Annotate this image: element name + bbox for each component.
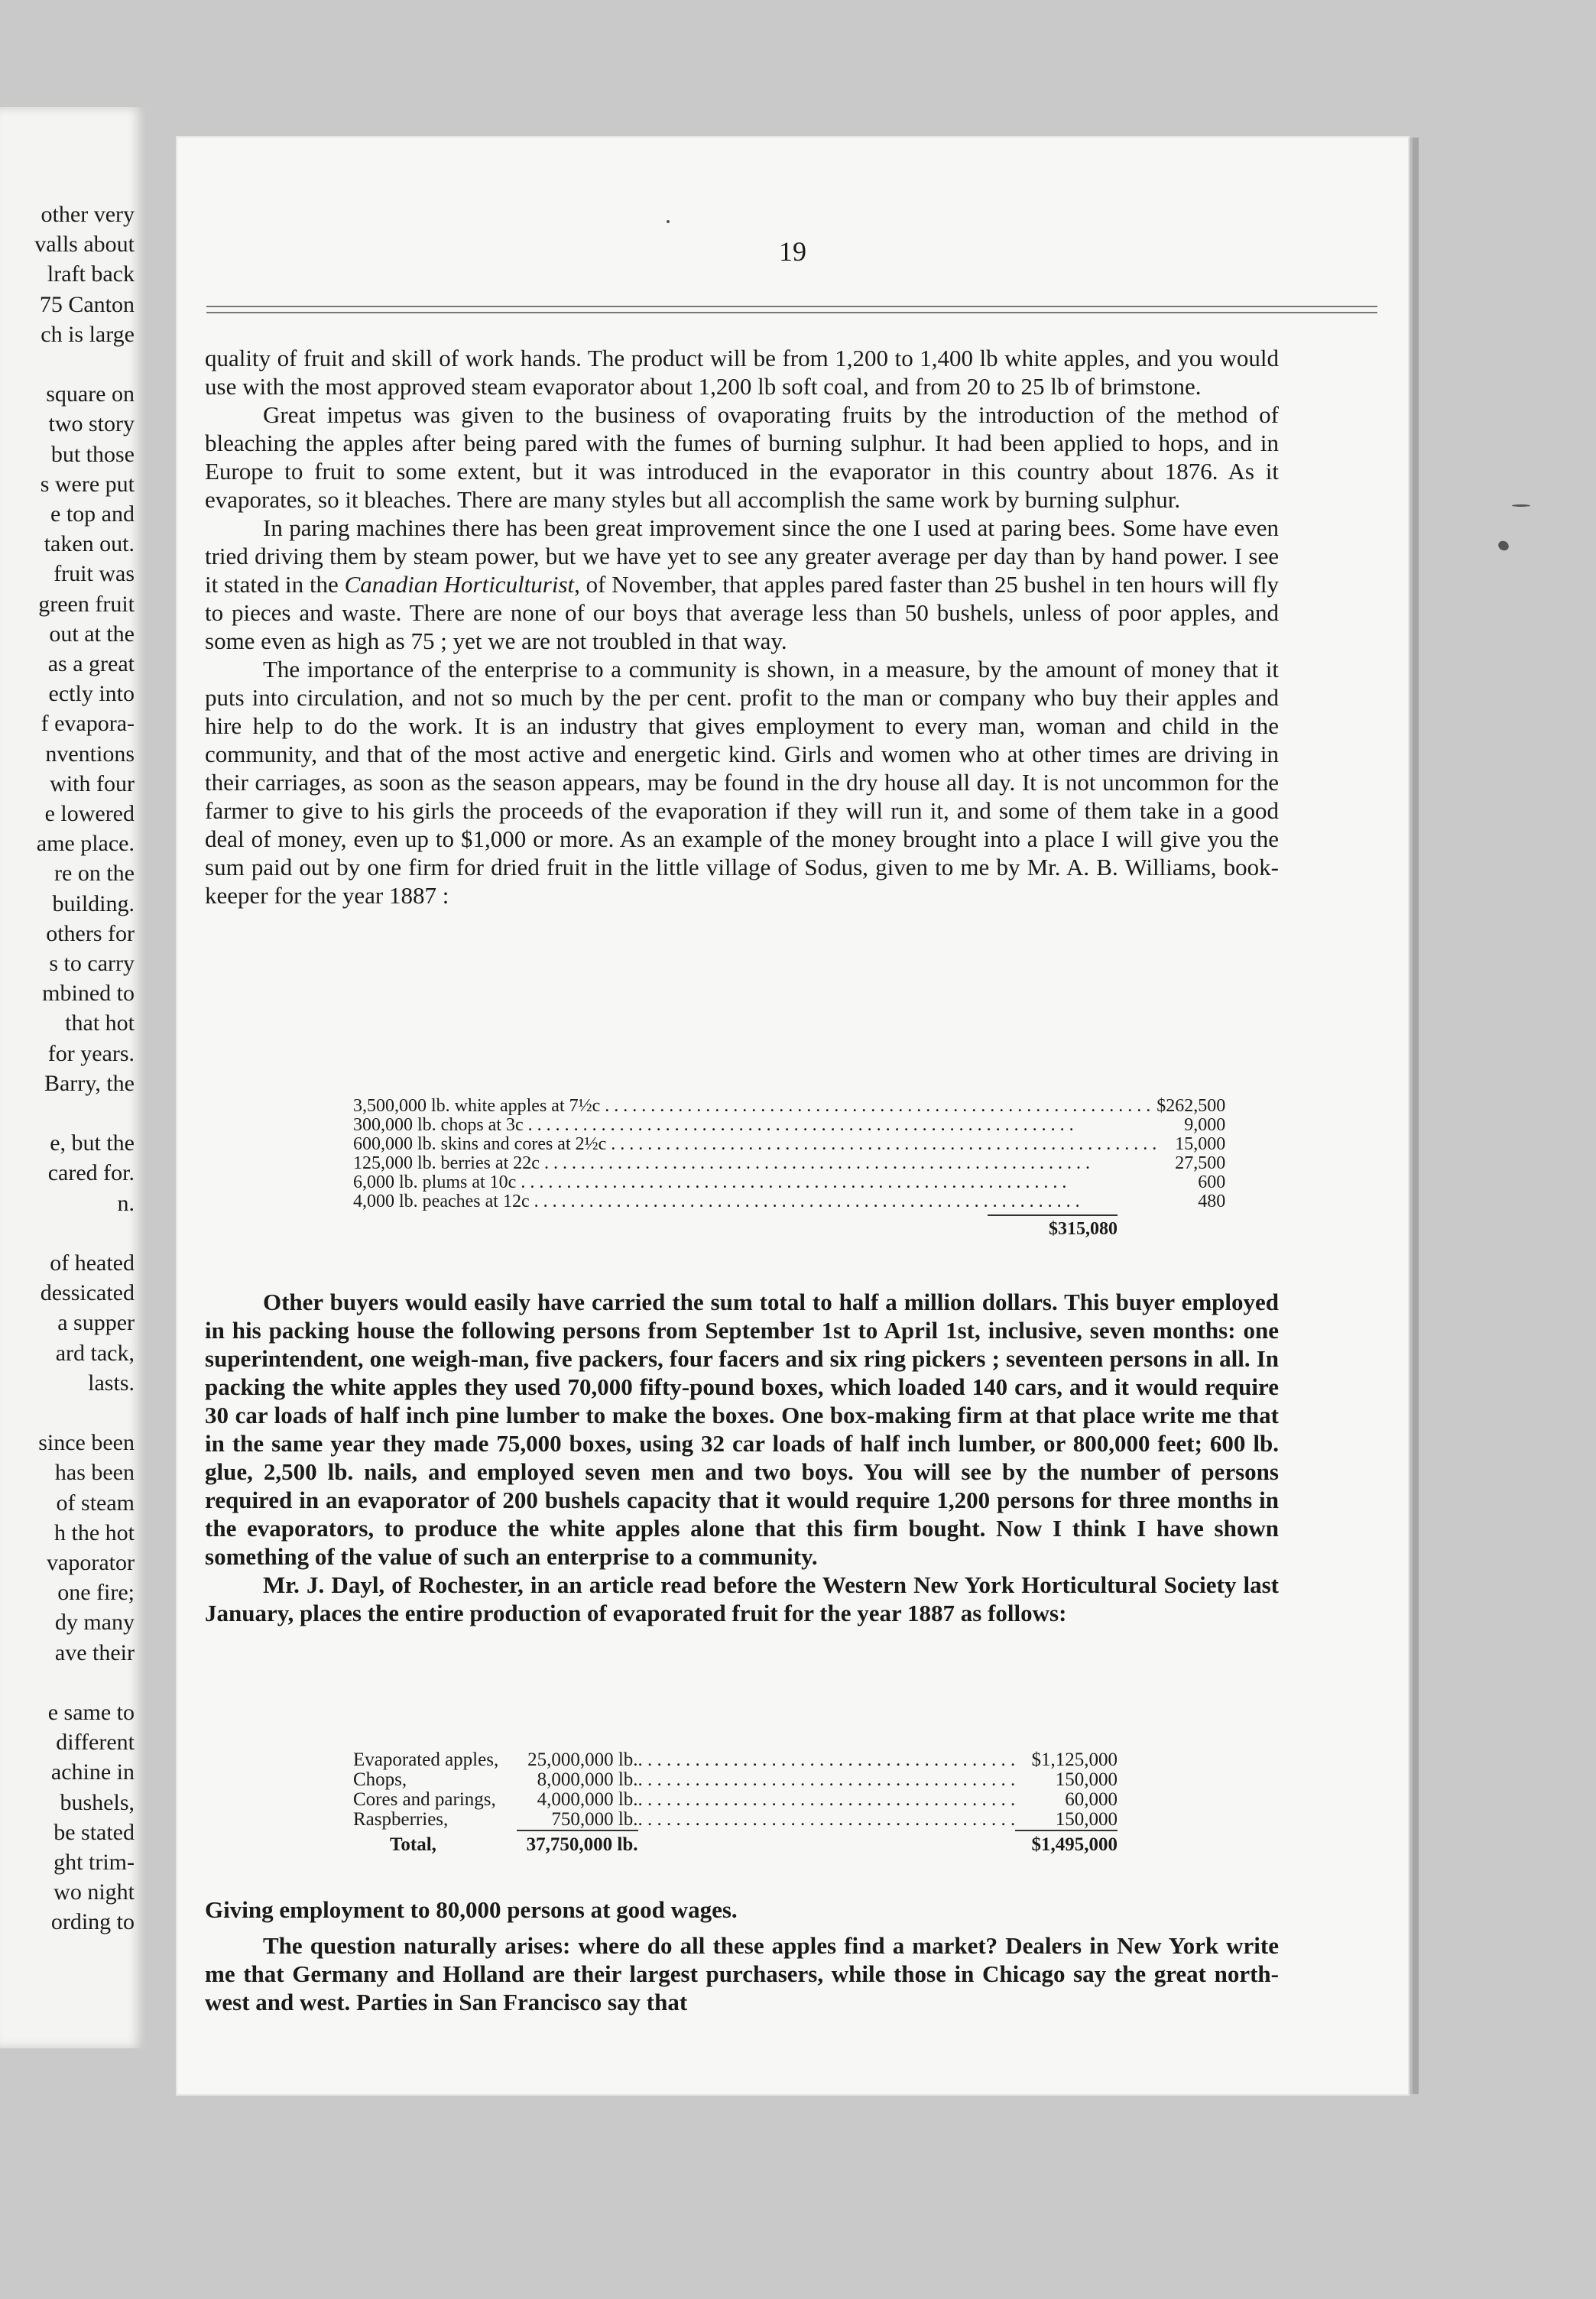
sodus-row-item xyxy=(353,1135,1156,1154)
leader-dots: . . . . . . . . . . . . . . . . . . . . . . . . . . . . . . . . . . . . . . . . . . . . . . . . . . . . . . . . . . . . xyxy=(600,1097,1151,1116)
paragraph-3 xyxy=(205,514,1279,655)
left-page-line: mbined to xyxy=(42,981,135,1007)
sodus-row-item-text: 6,000 lb. plums at 10c xyxy=(353,1173,517,1192)
body-text-middle xyxy=(205,1288,1279,1627)
production-row-item: Evaporated apples, xyxy=(353,1749,499,1770)
leader-dots: . . . . . . . . . . . . . . . . . . . . . . . . . . . . . . . . . . . . . . . . xyxy=(637,1770,1016,1790)
left-page-line: wo night xyxy=(54,1879,135,1905)
sodus-row-item-text: 4,000 lb. peaches at 12c xyxy=(353,1192,530,1211)
sodus-row-item-text: 3,500,000 lb. white apples at 7½c xyxy=(353,1097,601,1116)
left-page-line: of heated xyxy=(50,1250,135,1276)
production-total-label: Total, xyxy=(390,1834,436,1855)
sodus-row xyxy=(353,1116,1225,1135)
sodus-row xyxy=(353,1154,1225,1173)
leader-dots: . . . . . . . . . . . . . . . . . . . . . . . . . . . . . . . . . . . . . . . . . . . . . . . . . . . . . . . . . . . . xyxy=(523,1116,1074,1135)
sodus-row-item-text: 600,000 lb. skins and cores at 2½c xyxy=(353,1135,607,1154)
left-page-line: e same to xyxy=(47,1700,135,1725)
left-page-line: has been xyxy=(54,1460,135,1486)
sodus-row-amount: $262,500 xyxy=(1156,1096,1226,1116)
left-page-line: nventions xyxy=(45,741,135,767)
sodus-row xyxy=(353,1135,1225,1154)
leader-dots: . . . . . . . . . . . . . . . . . . . . . . . . . . . . . . . . . . . . . . . . xyxy=(637,1810,1016,1830)
leader-dots: . . . . . . . . . . . . . . . . . . . . . . . . . . . . . . . . . . . . . . . . . . . . . . . . . . . . . . . . . . . . xyxy=(606,1135,1157,1154)
production-row xyxy=(353,1810,1118,1830)
left-page-line: valls about xyxy=(34,232,135,258)
left-page-line: lasts. xyxy=(88,1370,135,1396)
left-page-line: a supper xyxy=(57,1310,135,1336)
left-page-line: ard tack, xyxy=(55,1340,135,1366)
left-page-line: others for xyxy=(46,920,135,946)
production-total-qty: 37,750,000 lb. xyxy=(526,1834,638,1855)
left-page-line: h the hot xyxy=(54,1519,135,1545)
paragraph-3-text-a: In paring machines there has been great improvement since the one I used at paring bees. Some have even tried driving them by steam power, but we have yet to see any greater average per day than by hand power. I see it stated in the xyxy=(205,514,1279,598)
left-page-line: ch is large xyxy=(41,321,135,347)
sodus-row-item-text: 300,000 lb. chops at 3c xyxy=(353,1116,524,1135)
paragraph-8: The question naturally arises: where do all these apples find a market? Dealers in New York write me that Germany and Holland are their largest purchasers, while those in Chicago say the great north-west and west. Parties in San Francisco say that xyxy=(205,1932,1279,2015)
production-row-qty: 8,000,000 lb. xyxy=(537,1769,638,1790)
paragraph-4: The importance of the enterprise to a community is shown, in a measure, by the amount of money that it puts into circulation, and not so much by the per cent. profit to the man or company who buy their apples and hire help to do the work. It is an industry that gives employment to every man, woman and child in the community, and that of the most active and energetic kind. Girls and women who at other times are driving in their carriages, as soon as the season appears, may be found in the dry house all day. It is not uncommon for the farmer to give to his girls the proceeds of the evaporation if they will run it, and some of them take in a good deal of money, even up to $1,000 or more. As an example of the money brought into a place I will give you the sum paid out by one firm for dried fruit in the little village of Sodus, given to me by Mr. A. B. Williams, book-keeper for the year 1887 : xyxy=(205,656,1279,909)
left-page-line: e, but the xyxy=(50,1130,135,1156)
production-row-qty: 4,000,000 lb. xyxy=(537,1789,638,1810)
left-page-line: for years. xyxy=(47,1040,135,1066)
left-page-line: out at the xyxy=(49,621,135,647)
paragraph-5: Other buyers would easily have carried the sum total to half a million dollars. This buyer employed in his packing house the following persons from September 1st to April 1st, inclusive, seven months: one superintendent, one weigh-man, five packers, four facers and six ring pickers ; seventeen persons in all. In packing the white apples they used 70,000 fifty-pound boxes, which loaded 140 cars, and it would require 30 car loads of half inch pine lumber to make the boxes. One box-making firm at that place write me that in the same year they made 75,000 boxes, using 32 car loads of half inch lumber, or 800,000 feet; 600 lb. glue, 2,500 lb. nails, and employed seven men and two boys. You will see by the number of persons required in an evaporator of 200 bushels capacity that it would require 1,200 persons for three months in the evaporators, to produce the white apples alone that this firm bought. Now I think I have shown something of the value of such an enterprise to a community. xyxy=(205,1289,1279,1570)
left-page-line: two story xyxy=(48,411,135,437)
scan-speck xyxy=(667,220,670,223)
sodus-row-item xyxy=(353,1154,1156,1173)
production-row-qty: 25,000,000 lb. xyxy=(527,1749,638,1770)
production-row-amount: 60,000 xyxy=(1065,1789,1118,1810)
sodus-row-amount: 480 xyxy=(1198,1192,1226,1211)
left-page-line: bushels, xyxy=(60,1789,135,1815)
production-row-amount: $1,125,000 xyxy=(1031,1749,1118,1770)
sodus-row-amount: 15,000 xyxy=(1175,1134,1226,1154)
sodus-row xyxy=(353,1173,1225,1192)
leader-dots: . . . . . . . . . . . . . . . . . . . . . . . . . . . . . . . . . . . . . . . . . . . . . . . . . . . . . . . . . . . . xyxy=(539,1154,1090,1173)
left-page-line: s to carry xyxy=(49,951,135,976)
left-page-line: Barry, the xyxy=(44,1070,135,1096)
sodus-row-amount: 600 xyxy=(1198,1172,1226,1192)
production-row-item: Raspberries, xyxy=(353,1809,449,1830)
sodus-row-amount: 27,500 xyxy=(1175,1153,1226,1173)
left-page-line: different xyxy=(56,1730,135,1756)
paragraph-3-italic-title: Canadian Horticulturist xyxy=(344,571,575,598)
production-row-amount: 150,000 xyxy=(1055,1769,1118,1790)
left-page-line: one fire; xyxy=(57,1580,135,1606)
left-page-line: taken out. xyxy=(44,531,135,557)
sodus-row-item xyxy=(353,1116,1156,1135)
left-page-line: of steam xyxy=(56,1490,135,1516)
left-facing-page xyxy=(0,107,145,2048)
body-text-top xyxy=(205,344,1279,910)
production-total-amount: $1,495,000 xyxy=(1031,1834,1118,1855)
sodus-row-item-text: 125,000 lb. berries at 22c xyxy=(353,1154,540,1173)
left-page-line: ectly into xyxy=(48,681,135,707)
left-page-line: n. xyxy=(117,1190,135,1216)
header-rule-top xyxy=(206,306,1377,307)
production-table xyxy=(353,1750,1118,1859)
left-page-line: vaporator xyxy=(47,1550,135,1575)
left-page-line: ght trim- xyxy=(54,1850,135,1875)
left-page-line: square on xyxy=(46,381,135,407)
left-page-line: dessicated xyxy=(40,1280,135,1306)
left-page-line: cared for. xyxy=(47,1160,135,1186)
left-page-line: achine in xyxy=(50,1759,135,1785)
left-page-line: dy many xyxy=(54,1610,135,1636)
production-table-grid xyxy=(353,1750,1118,1859)
paragraph-2: Great impetus was given to the business of ovaporating fruits by the introduction of the method of bleaching the apples after being pared with the fumes of burning sulphur. It had been applied to hops, and in Europe to fruit to some extent, but it was introduced in the evaporator in this country about 1876. As it evaporates, so it bleaches. There are many styles but all accomplish the same work by burning sulphur. xyxy=(205,401,1279,513)
page-number: 19 xyxy=(779,236,806,267)
sodus-total-amount: $315,080 xyxy=(1049,1219,1118,1239)
production-row xyxy=(353,1770,1118,1790)
left-page-line: other very xyxy=(41,202,135,227)
leader-dots: . . . . . . . . . . . . . . . . . . . . . . . . . . . . . . . . . . . . . . . . xyxy=(637,1790,1016,1810)
leader-dots: . . . . . . . . . . . . . . . . . . . . . . . . . . . . . . . . . . . . . . . . . . . . . . . . . . . . . . . . . . . . xyxy=(516,1173,1067,1192)
left-page-line: ave their xyxy=(54,1639,135,1665)
left-page-line: green fruit xyxy=(38,591,135,617)
left-page-line: e top and xyxy=(50,501,135,527)
paragraph-7: Giving employment to 80,000 persons at good wages. xyxy=(205,1896,738,1923)
body-text-bottom xyxy=(205,1895,1279,2016)
left-page-line: fruit was xyxy=(54,561,135,587)
scan-speck xyxy=(1497,539,1510,552)
left-page-line: ording to xyxy=(50,1909,135,1935)
left-page-line: that hot xyxy=(65,1010,135,1036)
left-page-line: be stated xyxy=(54,1819,135,1845)
scan-speck xyxy=(1512,504,1530,507)
sodus-payments-table-grid xyxy=(353,1097,1225,1211)
paragraph-6: Mr. J. Dayl, of Rochester, in an article read before the Western New York Horticultural Society last January, places the entire production of evaporated fruit for the year 1887 as follows: xyxy=(205,1571,1279,1626)
left-page-line: 75 Canton xyxy=(39,291,135,317)
left-page-line: as a great xyxy=(47,651,135,676)
left-page-line: lraft back xyxy=(47,261,135,287)
left-page-line: re on the xyxy=(54,861,135,887)
production-row-item: Cores and parings, xyxy=(353,1789,496,1810)
left-page-line: f evapora- xyxy=(41,711,135,737)
document-page xyxy=(177,138,1408,2094)
left-page-line: since been xyxy=(38,1430,135,1456)
sodus-row-item xyxy=(353,1173,1156,1192)
sodus-row xyxy=(353,1192,1225,1211)
sodus-row xyxy=(353,1097,1225,1116)
leader-dots: . . . . . . . . . . . . . . . . . . . . . . . . . . . . . . . . . . . . . . . . xyxy=(637,1750,1016,1770)
production-row xyxy=(353,1790,1118,1810)
left-page-line: with four xyxy=(50,770,135,796)
sodus-payments-table xyxy=(353,1096,1226,1242)
sodus-row-item xyxy=(353,1192,1156,1211)
left-page-line: s were put xyxy=(40,471,135,497)
paragraph-3-text-b: , of November, that apples pared faster than 25 bushel in ten hours will fly to pieces and waste. There are none of our boys that average less than 50 bushels, unless of poor apples, and some even as high as 75 ; yet we are not troubled in that way. xyxy=(205,571,1279,654)
left-page-line: e lowered xyxy=(44,801,135,826)
left-page-line: but those xyxy=(50,441,135,467)
sodus-row-item xyxy=(353,1097,1156,1116)
production-row-item: Chops, xyxy=(353,1769,407,1790)
leader-dots: . . . . . . . . . . . . . . . . . . . . . . . . . . . . . . . . . . . . . . . . . . . . . . . . . . . . . . . . . . . . xyxy=(529,1192,1080,1211)
production-row-amount: 150,000 xyxy=(1055,1809,1118,1830)
left-page-line: ame place. xyxy=(36,831,135,857)
production-row xyxy=(353,1750,1118,1770)
sodus-row-amount: 9,000 xyxy=(1184,1115,1226,1135)
left-page-line: building. xyxy=(52,890,135,916)
paragraph-1: quality of fruit and skill of work hands. The product will be from 1,200 to 1,400 lb white apples, and you would use with the most approved steam evaporator about 1,200 lb soft coal, and from 20 to 25 lb of brimstone. xyxy=(205,345,1279,400)
production-row-qty: 750,000 lb. xyxy=(551,1809,638,1830)
header-rule-bottom xyxy=(206,312,1377,313)
